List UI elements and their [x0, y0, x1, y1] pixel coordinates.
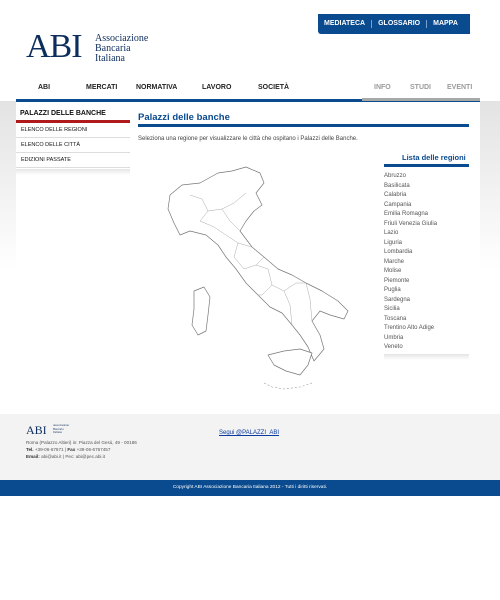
- italy-mainland-shape[interactable]: [168, 167, 348, 361]
- region-link[interactable]: Veneto: [384, 344, 403, 350]
- nav-item-societa[interactable]: SOCIETÀ: [258, 84, 290, 91]
- region-link[interactable]: Sardegna: [384, 296, 411, 303]
- follow-twitter-link[interactable]: Segui @PALAZZI_ABI: [219, 430, 280, 436]
- utility-link-glossario[interactable]: GLOSSARIO: [372, 20, 427, 28]
- footer-logo-mark: ABI: [26, 423, 47, 437]
- nav-item-studi[interactable]: STUDI: [410, 84, 431, 91]
- nav-item-eventi[interactable]: EVENTI: [447, 84, 473, 91]
- title-rule: [138, 124, 469, 127]
- secondary-nav-underline: [362, 98, 480, 101]
- copyright-bar: Copyright ABI Associazione Bancaria Italiana 2012 - Tutti i diritti riservati.: [0, 480, 500, 496]
- nav-item-abi[interactable]: ABI: [38, 84, 51, 91]
- sidebar-item-edizioni[interactable]: EDIZIONI PASSATE: [16, 154, 130, 168]
- sardegna-shape[interactable]: [192, 287, 210, 335]
- region-list-heading: Lista delle regioni: [402, 153, 466, 162]
- page-title: Palazzi delle banche: [138, 112, 230, 123]
- sidebar-accent-bar: [16, 120, 130, 123]
- abi-logo-text: Associazione Bancaria Italiana: [95, 33, 149, 64]
- footer-address: Roma (Palazzo Altieri) in: Piazza del Gesù, 49 - 00186: [26, 440, 137, 445]
- map-dashed-arc: [264, 383, 312, 389]
- utility-link-mediateca[interactable]: MEDIATECA: [318, 20, 372, 28]
- region-link[interactable]: Molise: [384, 268, 402, 274]
- utility-nav: [318, 14, 470, 34]
- footer-logo-text: Associazione Bancaria Italiana: [53, 423, 69, 434]
- region-list-shadow: [384, 354, 469, 360]
- region-link[interactable]: Trentino Alto Adige: [384, 325, 435, 331]
- region-link[interactable]: Lombardia: [384, 249, 413, 255]
- nav-item-info[interactable]: INFO: [374, 84, 391, 91]
- region-link[interactable]: Friuli Venezia Giulia: [384, 220, 438, 227]
- utility-link-mappa[interactable]: MAPPA: [433, 20, 458, 27]
- sidebar-shadow: [16, 169, 130, 175]
- region-link[interactable]: Umbria: [384, 334, 404, 341]
- region-link[interactable]: Toscana: [384, 315, 407, 322]
- region-link[interactable]: Calabria: [384, 192, 407, 198]
- sidebar-item-citta[interactable]: ELENCO DELLE CITTÀ: [16, 139, 130, 153]
- region-link[interactable]: Abruzzo: [384, 173, 407, 179]
- region-link[interactable]: Lazio: [384, 230, 399, 236]
- region-link[interactable]: Piemonte: [384, 277, 410, 284]
- region-link[interactable]: Campania: [384, 201, 412, 208]
- region-link[interactable]: Basilicata: [384, 182, 410, 189]
- region-link[interactable]: Puglia: [384, 287, 401, 293]
- nav-item-lavoro[interactable]: LAVORO: [202, 84, 232, 91]
- sidebar-item-regioni[interactable]: ELENCO DELLE REGIONI: [16, 124, 130, 138]
- nav-item-normativa[interactable]: NORMATIVA: [136, 84, 178, 91]
- sicilia-shape[interactable]: [268, 349, 312, 375]
- footer-phone: Tel. +39-06-67671 | Fax +39-06-6767457: [26, 447, 111, 452]
- region-link[interactable]: Sicilia: [384, 306, 400, 312]
- abi-logo-mark[interactable]: ABI: [26, 28, 82, 65]
- footer-email: Email: abi@abi.it | Pec: abi@pec.abi.it: [26, 454, 105, 459]
- region-link[interactable]: Liguria: [384, 239, 403, 246]
- region-link[interactable]: Emilia Romagna: [384, 211, 429, 217]
- sidebar-title[interactable]: PALAZZI DELLE BANCHE: [20, 110, 106, 117]
- region-list-rule: [384, 164, 469, 167]
- italy-map[interactable]: [160, 165, 356, 391]
- region-link[interactable]: Marche: [384, 258, 405, 265]
- intro-text: Seleziona una regione per visualizzare le città che ospitano i Palazzi delle Banche.: [138, 136, 358, 142]
- nav-item-mercati[interactable]: MERCATI: [86, 84, 118, 91]
